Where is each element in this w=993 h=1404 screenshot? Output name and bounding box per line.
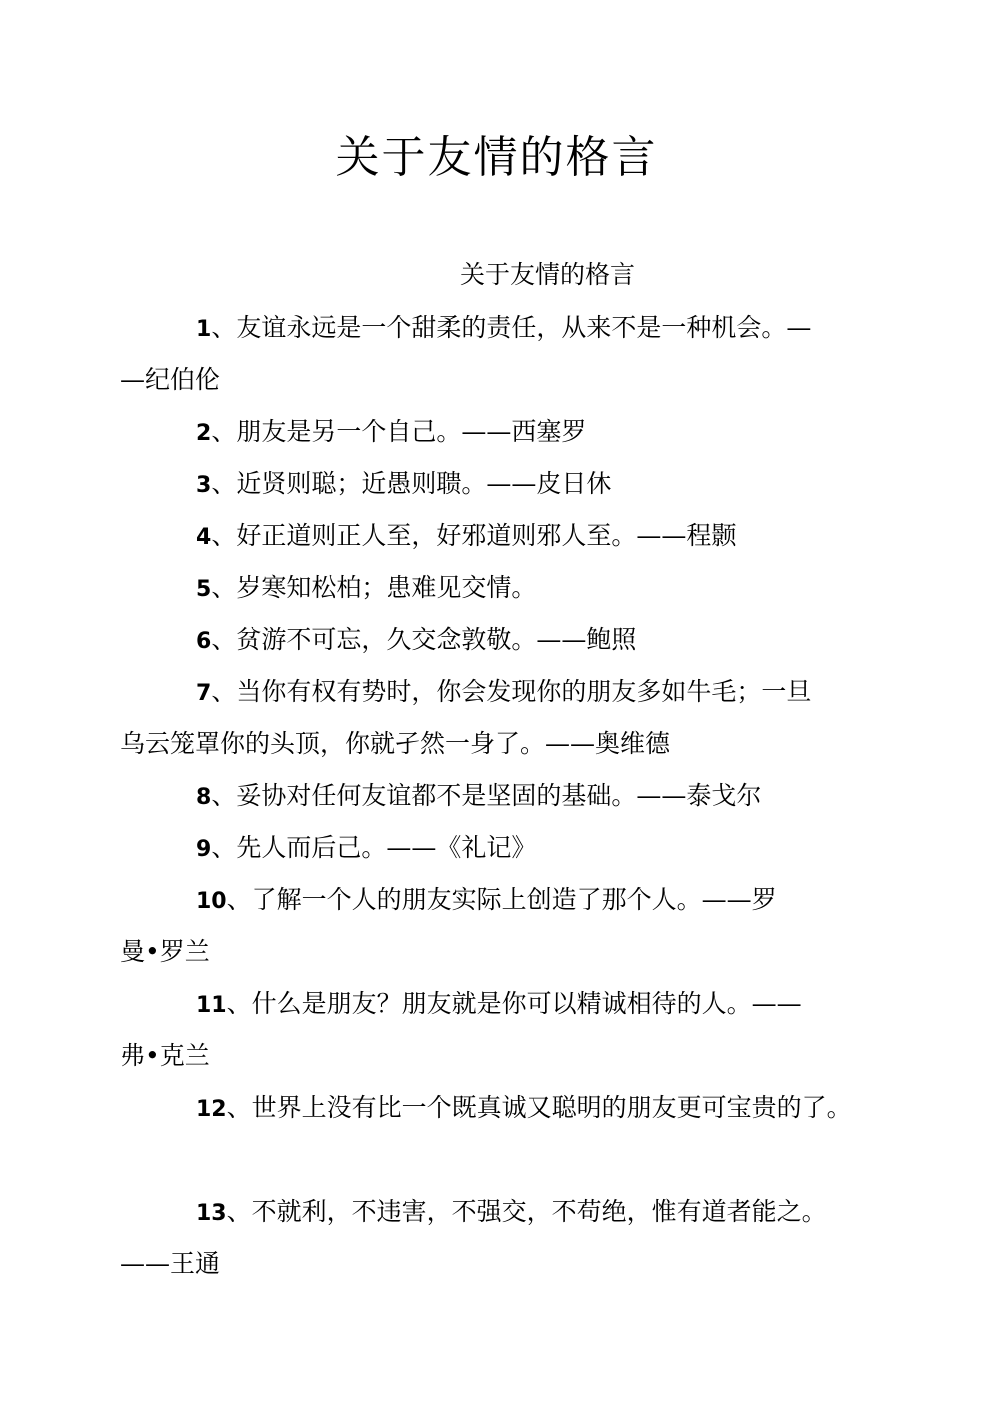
quote-text: 弗•克兰 bbox=[120, 1041, 210, 1070]
quote-line bbox=[120, 724, 670, 764]
quote-number: 8 bbox=[196, 785, 212, 810]
quote-line bbox=[196, 516, 736, 558]
quote-text: 、不就利，不违害，不强交，不苟绝，惟有道者能之。 bbox=[226, 1197, 827, 1226]
quote-line bbox=[196, 464, 611, 506]
quote-number: 3 bbox=[196, 473, 212, 498]
quote-line bbox=[120, 1036, 210, 1076]
quote-text: 、妥协对任何友谊都不是坚固的基础。——泰戈尔 bbox=[211, 781, 762, 810]
quote-number: 1 bbox=[196, 317, 212, 342]
quote-number: 4 bbox=[196, 525, 212, 550]
quote-line bbox=[196, 1088, 852, 1130]
quote-number: 2 bbox=[196, 421, 212, 446]
quote-text: 、岁寒知松柏；患难见交情。 bbox=[211, 573, 537, 602]
quote-text: 、朋友是另一个自己。——西塞罗 bbox=[211, 417, 587, 446]
quote-number: 5 bbox=[196, 577, 212, 602]
quote-number: 10 bbox=[196, 889, 227, 914]
quote-line bbox=[120, 360, 220, 400]
quote-text: 曼•罗兰 bbox=[120, 937, 210, 966]
quote-number: 9 bbox=[196, 837, 212, 862]
quote-number: 12 bbox=[196, 1097, 227, 1122]
quote-line bbox=[196, 984, 802, 1026]
quote-line bbox=[196, 1192, 827, 1234]
document-title: 关于友情的格言 bbox=[335, 132, 658, 183]
quote-text: 乌云笼罩你的头顶，你就孑然一身了。——奥维德 bbox=[120, 729, 671, 758]
quote-text: 、贫游不可忘，久交念敦敬。——鲍照 bbox=[211, 625, 637, 654]
quote-number: 13 bbox=[196, 1201, 227, 1226]
quote-line bbox=[120, 932, 210, 972]
quote-text: 、近贤则聪；近愚则聩。——皮日休 bbox=[211, 469, 612, 498]
quote-text: 、好正道则正人至，好邪道则邪人至。——程颢 bbox=[211, 521, 737, 550]
quote-text: ——王通 bbox=[120, 1249, 221, 1278]
quote-number: 6 bbox=[196, 629, 212, 654]
quote-line bbox=[196, 672, 811, 714]
quote-text: 、当你有权有势时，你会发现你的朋友多如牛毛；一旦 bbox=[211, 677, 812, 706]
quote-text: 、世界上没有比一个既真诚又聪明的朋友更可宝贵的了。 bbox=[226, 1093, 852, 1122]
quote-text: —纪伯伦 bbox=[120, 365, 221, 394]
quote-text: 、什么是朋友？朋友就是你可以精诚相待的人。—— bbox=[226, 989, 802, 1018]
quote-text: 、了解一个人的朋友实际上创造了那个人。——罗 bbox=[226, 885, 777, 914]
quote-text: 、先人而后己。——《礼记》 bbox=[211, 833, 537, 862]
quote-line bbox=[120, 1244, 220, 1284]
quote-line bbox=[196, 412, 586, 454]
quote-line bbox=[196, 776, 761, 818]
document-subtitle: 关于友情的格言 bbox=[460, 260, 636, 289]
quote-number: 7 bbox=[196, 681, 212, 706]
quote-number: 11 bbox=[196, 993, 227, 1018]
quote-line bbox=[196, 308, 811, 350]
quote-text: 、友谊永远是一个甜柔的责任，从来不是一种机会。— bbox=[211, 313, 812, 342]
quote-line bbox=[196, 880, 777, 922]
quote-line bbox=[196, 828, 536, 870]
quote-line bbox=[196, 620, 636, 662]
quote-line bbox=[196, 568, 536, 610]
